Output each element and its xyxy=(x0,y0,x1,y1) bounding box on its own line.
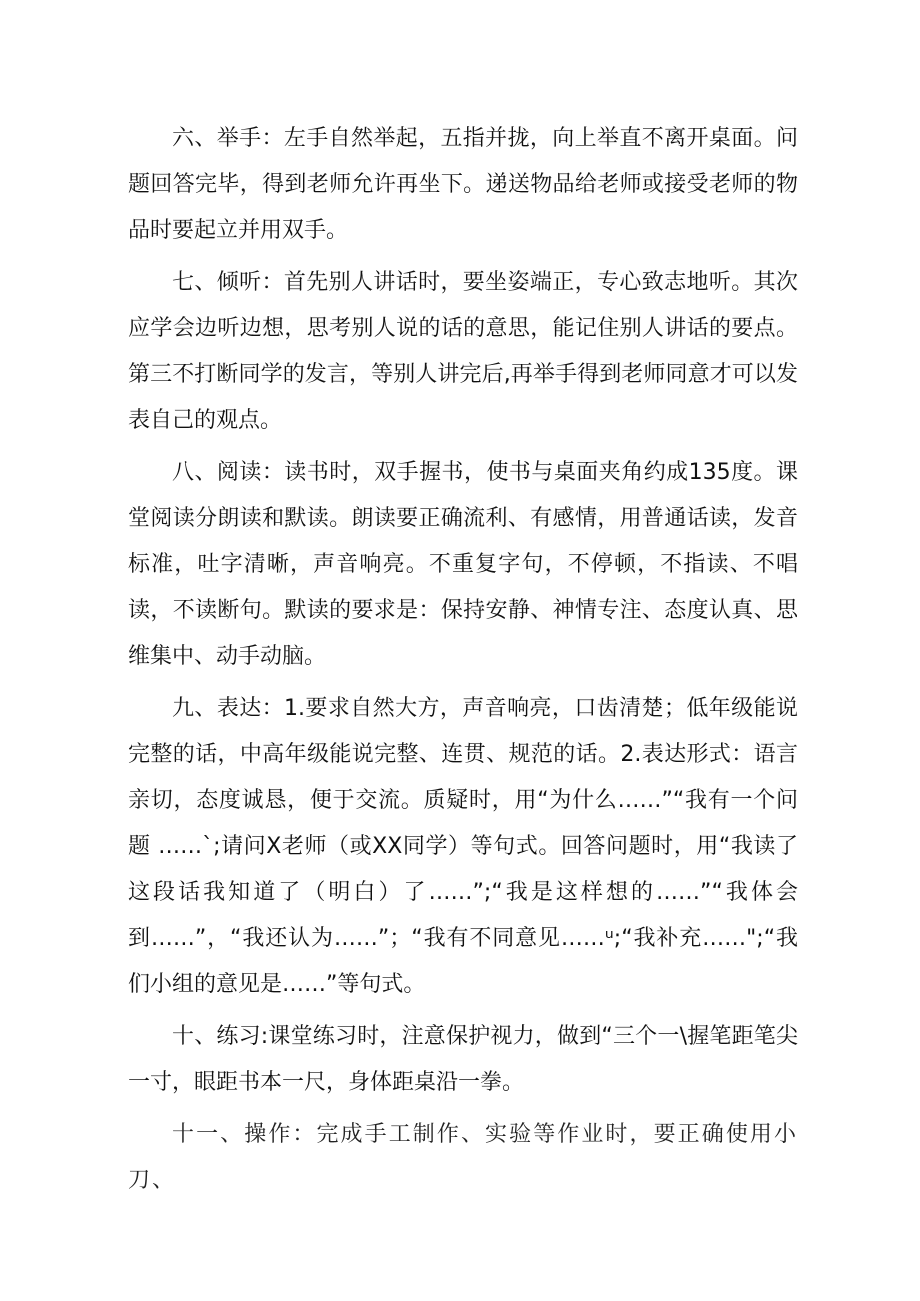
paragraph-expression: 九、表达：1.要求自然大方，声音响亮，口齿清楚；低年级能说完整的话，中高年级能说完整、连贯、规范的话。2.表达形式：语言亲切，态度诚恳，便于交流。质疑时，用“为什么……”“我有一个问题 ……`;请问X老师（或XX同学）等句式。回答问题时，用“我读了这段话我知道了（明白）了……”;“我是这样想的……”“我体会到……”，“我还认为……”；“我有不同意见……ᵘ;“我补充……";“我们小组的意见是……”等句式。 xyxy=(128,696,798,997)
paragraph-practice: 十、练习:课堂练习时，注意保护视力，做到“三个一\握笔距笔尖一寸，眼距书本一尺，身体距桌沿一拳。 xyxy=(128,1024,798,1095)
paragraph-reading: 八、阅读：读书时，双手握书，使书与桌面夹角约成135度。课堂阅读分朗读和默读。朗读要正确流利、有感情，用普通话读，发音标准，吐字清晰，声音响亮。不重复字句，不停顿，不指读、不唱读，不读断句。默读的要求是：保持安静、神情专注、态度认真、思维集中、动手动脑。 xyxy=(128,460,798,669)
paragraph-operation: 十一、操作：完成手工制作、实验等作业时，要正确使用小刀、 xyxy=(128,1122,798,1193)
paragraph-raise-hand: 六、举手：左手自然举起，五指并拢，向上举直不离开桌面。问题回答完毕，得到老师允许再坐下。递送物品给老师或接受老师的物品时要起立并用双手。 xyxy=(128,126,798,243)
document-body xyxy=(128,116,798,1204)
paragraph-listening: 七、倾听：首先别人讲话时，要坐姿端正，专心致志地听。其次应学会边听边想，思考别人说的话的意思，能记住别人讲话的要点。第三不打断同学的发言，等别人讲完后,再举手得到老师同意才可以发表自己的观点。 xyxy=(128,270,798,433)
